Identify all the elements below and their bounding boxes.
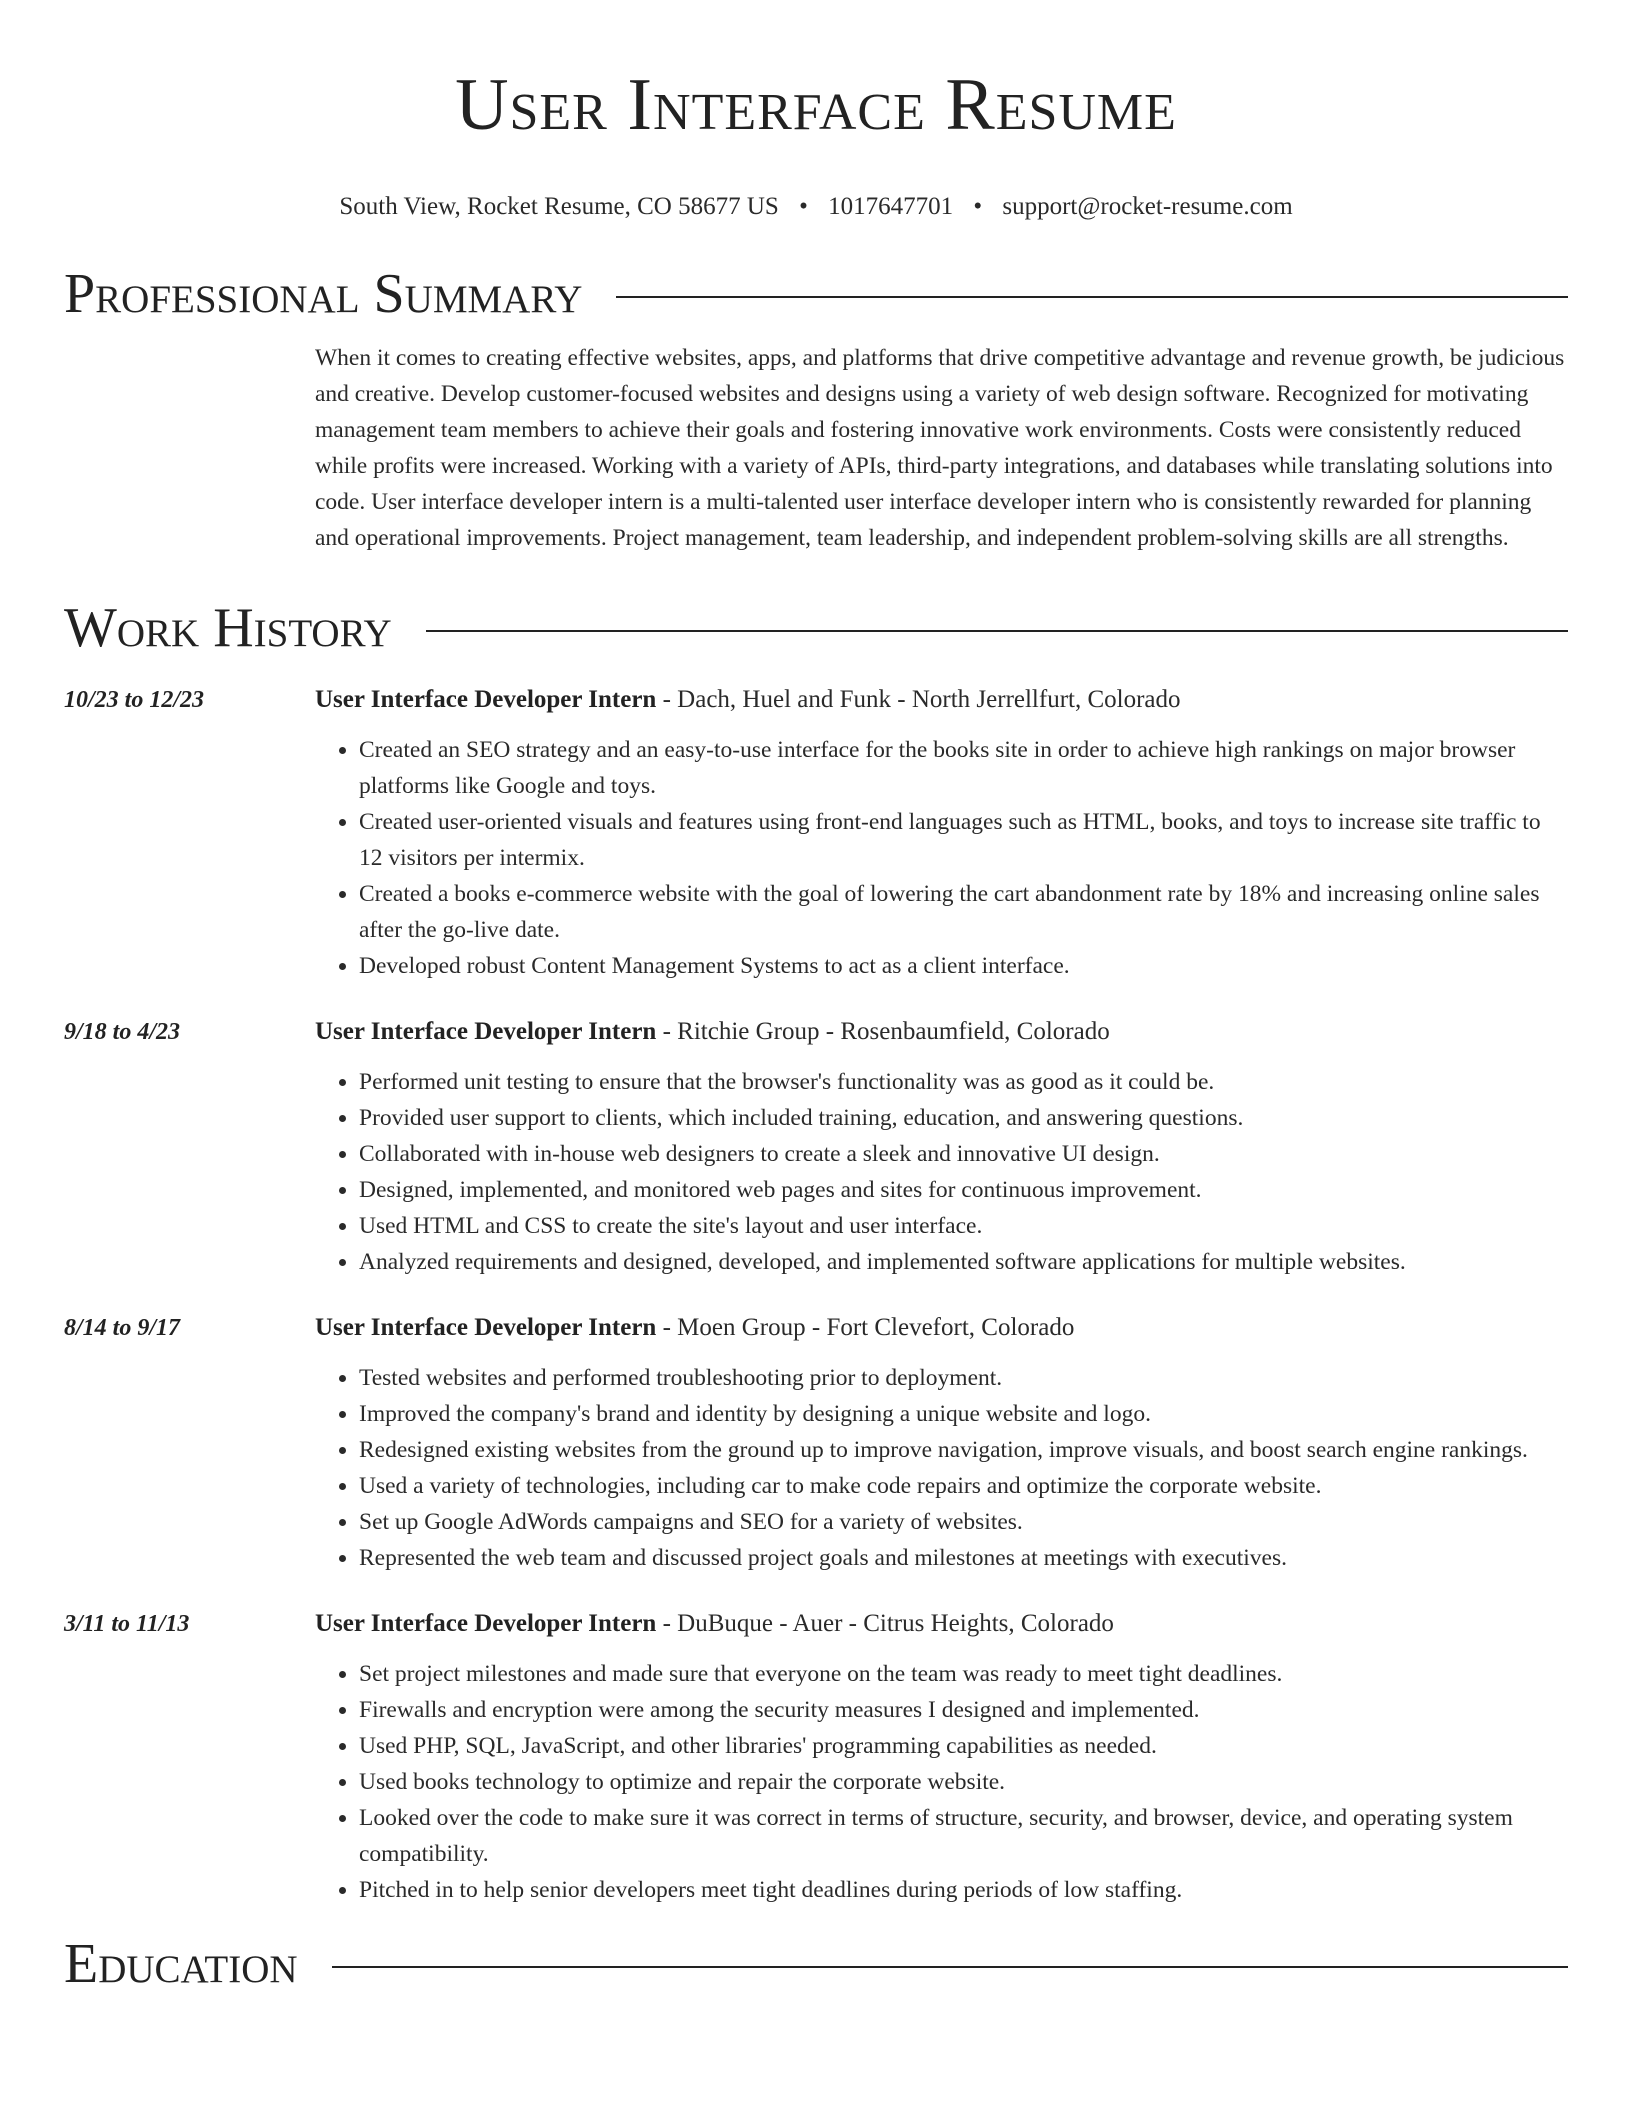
job-bullet: • Designed, implemented, and monitored web pages and sites for continuous improvement. <box>359 1172 1568 1208</box>
job-bullet-list <box>315 1656 1568 1908</box>
job-entry <box>64 682 1568 984</box>
job-bullet: • Redesigned existing websites from the ground up to improve navigation, improve visuals, and boost search engine rankings. <box>359 1432 1568 1468</box>
resume-name: User Interface Resume <box>455 64 1177 146</box>
job-bullet: • Analyzed requirements and designed, developed, and implemented software applications for multiple websites. <box>359 1244 1568 1280</box>
contact-separator: • <box>799 193 808 220</box>
section-title-summary: Professional Summary <box>64 263 583 325</box>
job-title: User Interface Developer Intern <box>315 686 657 713</box>
job-entry <box>64 1310 1568 1576</box>
section-header-summary <box>64 262 1568 326</box>
job-bullet: • Used HTML and CSS to create the site's layout and user interface. <box>359 1208 1568 1244</box>
job-bullet: • Improved the company's brand and identity by designing a unique website and logo. <box>359 1396 1568 1432</box>
job-bullet: • Used a variety of technologies, including car to make code repairs and optimize the corporate website. <box>359 1468 1568 1504</box>
job-title: User Interface Developer Intern <box>315 1610 657 1637</box>
job-employer-location: - DuBuque - Auer - Citrus Heights, Colorado <box>656 1610 1114 1637</box>
job-bullet: • Used PHP, SQL, JavaScript, and other libraries' programming capabilities as needed. <box>359 1728 1568 1764</box>
job-bullet: • Collaborated with in-house web designers to create a sleek and innovative UI design. <box>359 1136 1568 1172</box>
job-bullet-list <box>315 1360 1568 1576</box>
section-divider <box>426 630 1568 632</box>
contact-line <box>64 192 1568 222</box>
job-employer-location: - Dach, Huel and Funk - North Jerrellfurt, Colorado <box>656 686 1181 713</box>
job-body <box>315 1310 1568 1576</box>
job-dates: 9/18 to 4/23 <box>64 1019 181 1045</box>
section-title-work-history: Work History <box>64 597 392 659</box>
job-bullet: • Firewalls and encryption were among the security measures I designed and implemented. <box>359 1692 1568 1728</box>
job-bullet: • Represented the web team and discussed project goals and milestones at meetings with executives. <box>359 1540 1568 1576</box>
job-bullet: • Looked over the code to make sure it was correct in terms of structure, security, and browser, device, and operating system compatibility. <box>359 1800 1568 1872</box>
contact-phone: 1017647701 <box>828 193 954 220</box>
job-heading <box>315 1310 1568 1346</box>
job-bullet: • Created an SEO strategy and an easy-to-use interface for the books site in order to achieve high rankings on major browser platforms like Google and toys. <box>359 732 1568 804</box>
job-dates: 3/11 to 11/13 <box>64 1611 190 1637</box>
job-bullet-list <box>315 1064 1568 1280</box>
job-bullet: • Created user-oriented visuals and features using front-end languages such as HTML, books, and toys to increase site traffic to 12 visitors per intermix. <box>359 804 1568 876</box>
job-title: User Interface Developer Intern <box>315 1018 657 1045</box>
section-divider <box>616 296 1568 298</box>
section-divider <box>332 1966 1568 1968</box>
job-bullet-list <box>315 732 1568 984</box>
contact-separator: • <box>973 193 983 220</box>
contact-email: support@rocket-resume.com <box>1002 193 1293 220</box>
job-list <box>64 682 1568 1908</box>
job-entry <box>64 1606 1568 1908</box>
job-bullet: • Provided user support to clients, which included training, education, and answering questions. <box>359 1100 1568 1136</box>
job-body <box>315 682 1568 984</box>
job-heading <box>315 1014 1568 1050</box>
section-header-education <box>64 1932 1568 1996</box>
job-dates: 10/23 to 12/23 <box>64 687 205 713</box>
job-bullet: • Set up Google AdWords campaigns and SEO for a variety of websites. <box>359 1504 1568 1540</box>
job-heading <box>315 682 1568 718</box>
job-bullet: • Performed unit testing to ensure that the browser's functionality was as good as it could be. <box>359 1064 1568 1100</box>
job-employer-location: - Moen Group - Fort Clevefort, Colorado <box>656 1314 1075 1341</box>
contact-address: South View, Rocket Resume, CO 58677 US <box>339 193 779 220</box>
job-entry <box>64 1014 1568 1280</box>
job-bullet: • Developed robust Content Management Systems to act as a client interface. <box>359 948 1568 984</box>
job-bullet: • Set project milestones and made sure that everyone on the team was ready to meet tight deadlines. <box>359 1656 1568 1692</box>
job-dates: 8/14 to 9/17 <box>64 1315 181 1341</box>
section-title-education: Education <box>64 1933 298 1995</box>
job-heading <box>315 1606 1568 1642</box>
job-bullet: • Used books technology to optimize and repair the corporate website. <box>359 1764 1568 1800</box>
job-bullet: • Created a books e-commerce website with the goal of lowering the cart abandonment rate by 18% and increasing online sales after the go-live date. <box>359 876 1568 948</box>
job-employer-location: - Ritchie Group - Rosenbaumfield, Colorado <box>656 1018 1110 1045</box>
section-header-work-history <box>64 596 1568 660</box>
job-title: User Interface Developer Intern <box>315 1314 657 1341</box>
job-body <box>315 1014 1568 1280</box>
job-bullet: • Pitched in to help senior developers meet tight deadlines during periods of low staffing. <box>359 1872 1568 1908</box>
summary-text: When it comes to creating effective websites, apps, and platforms that drive competitive advantage and revenue growth, be judicious and creative. Develop customer-focused websites and designs using a variety of web design software. Recognized for motivating management team members to achieve their goals and fostering innovative work environments. Costs were consistently reduced while profits were increased. Working with a variety of APIs, third-party integrations, and databases while translating solutions into code. User interface developer intern is a multi-talented user interface developer intern who is consistently rewarded for planning and operational improvements. Project management, team leadership, and independent problem-solving skills are all strengths. <box>315 345 1565 551</box>
job-bullet: • Tested websites and performed troubleshooting prior to deployment. <box>359 1360 1568 1396</box>
job-body <box>315 1606 1568 1908</box>
